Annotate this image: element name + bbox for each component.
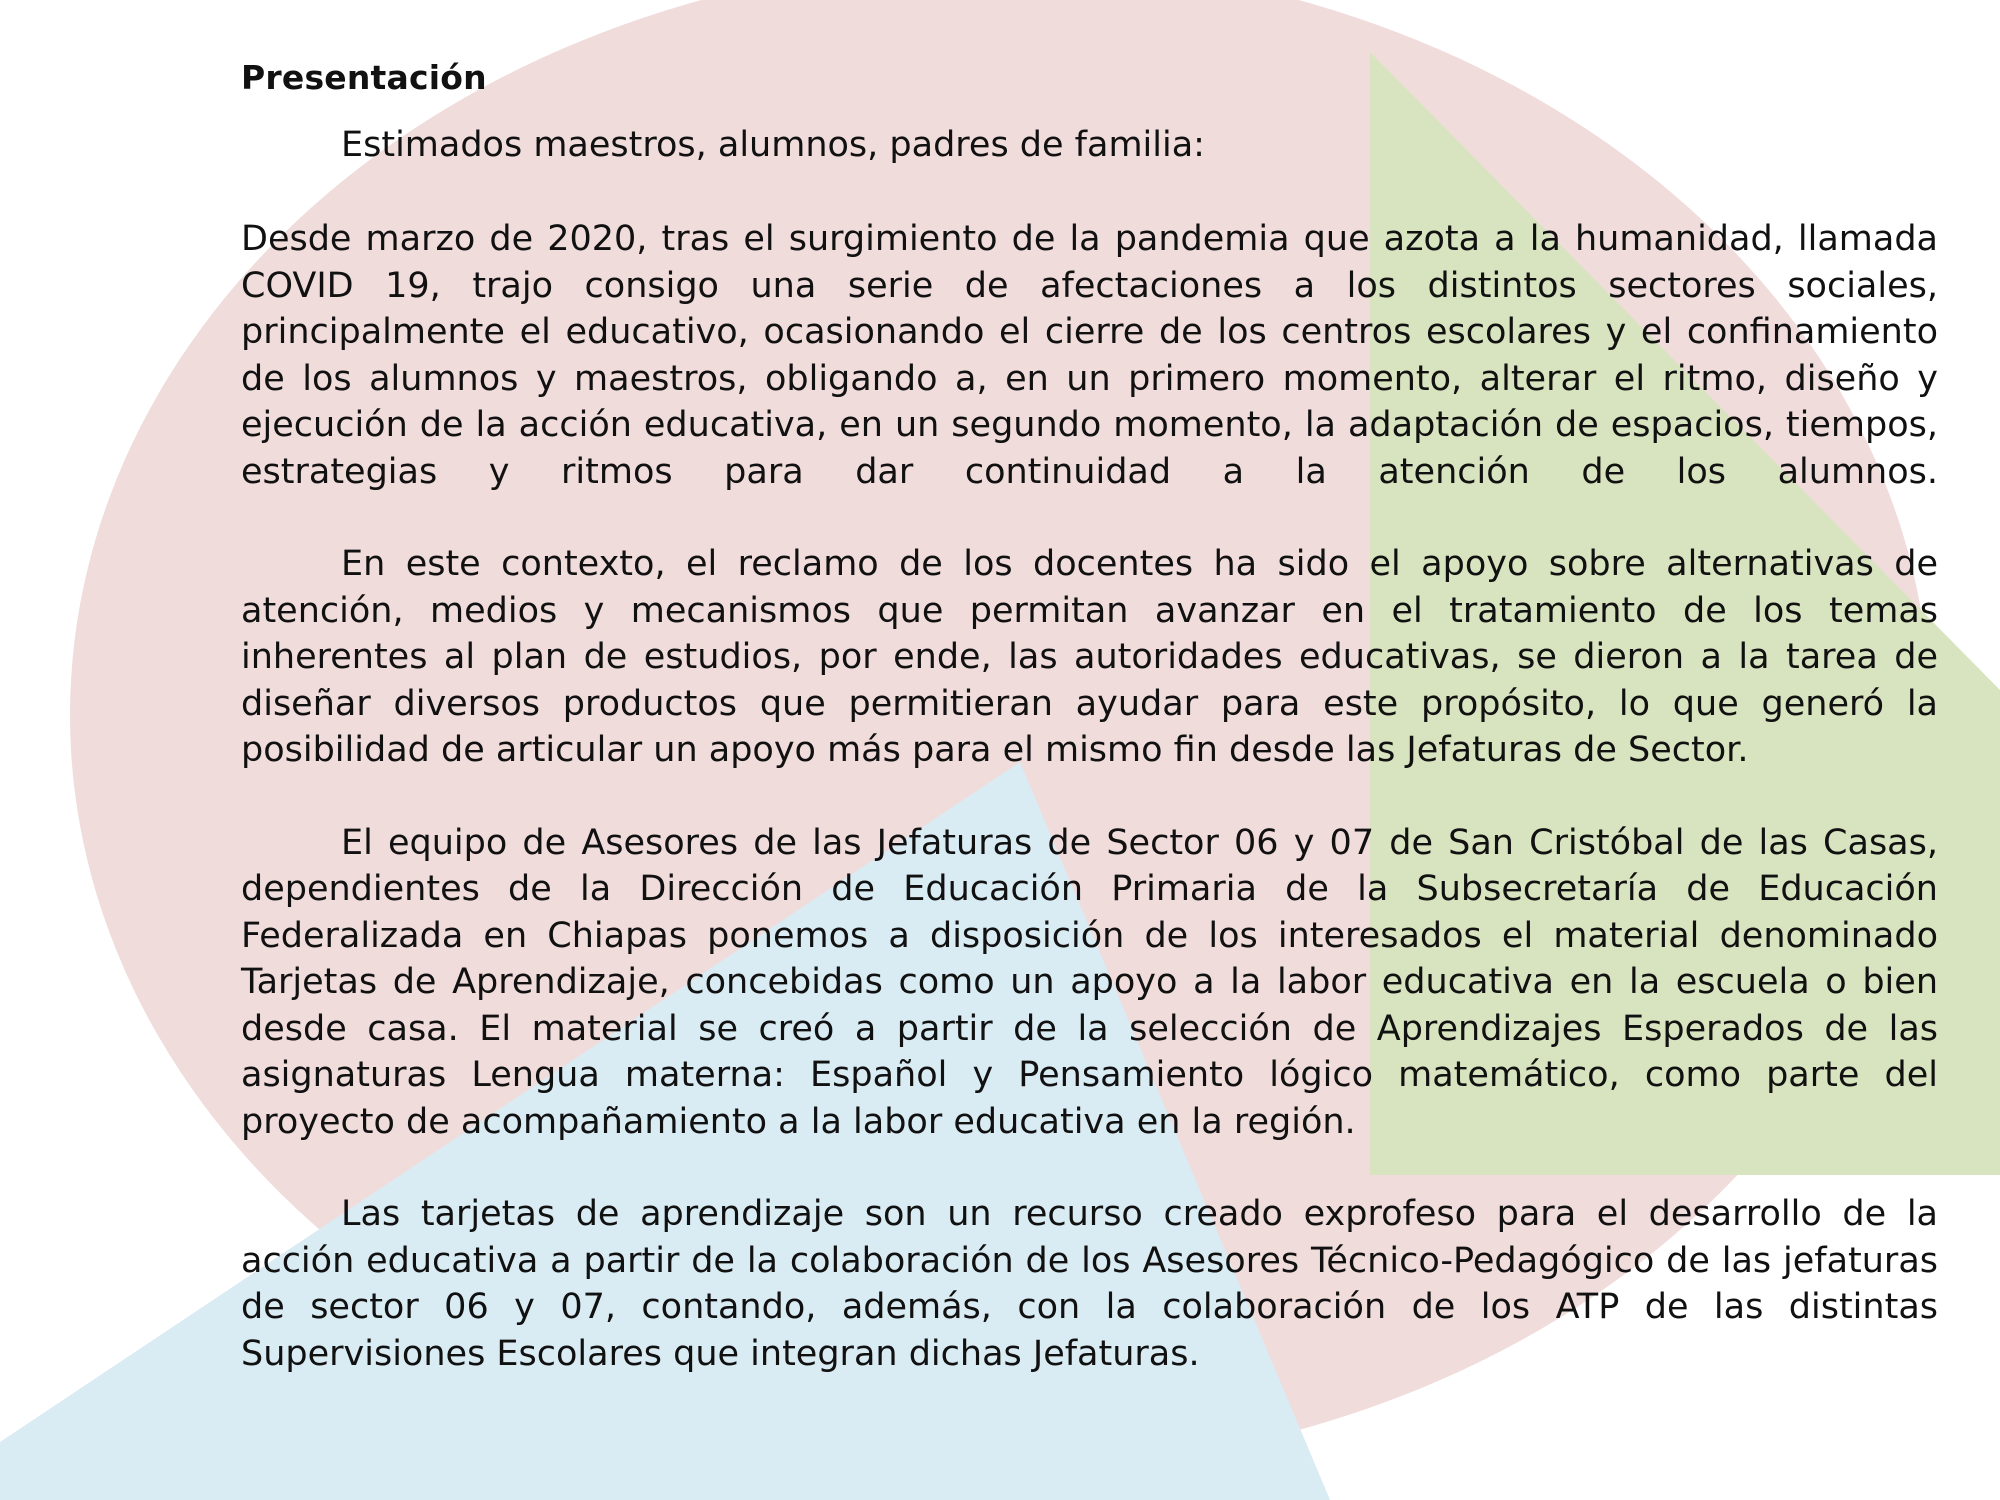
paragraph-1: Desde marzo de 2020, tras el surgimiento de la pandemia que azota a la humanidad, llamada COVID 19, trajo consigo una serie de afectaciones a los distintos sectores sociales, principalmente el educativo, ocasionando el cierre de los centros escolares y el confinamiento de los alumnos y maestros, obligando a, en un primero momento, alterar el ritmo, diseño y ejecución de la acción educativa, en un segundo momento, la adaptación de espacios, tiempos, estrategias y ritmos para dar continuidad a la atención de los alumnos. <box>241 219 1938 492</box>
paragraph-3: El equipo de Asesores de las Jefaturas de Sector 06 y 07 de San Cristóbal de las Casas, dependientes de la Dirección de Educación Primaria de la Subsecretaría de Educación Federalizada en Chiapas ponemos a disposición de los interesados el material denominado Tarjetas de Aprendizaje, concebidas como un apoyo a la labor educativa en la escuela o bien desde casa. El material se creó a partir de la selección de Aprendizajes Esperados de las asignaturas Lengua materna: Español y Pensamiento lógico matemático, como parte del proyecto de acompañamiento a la labor educativa en la región. <box>241 822 1938 1142</box>
paragraph-4: Las tarjetas de aprendizaje son un recurso creado exprofeso para el desarrollo de la acción educativa a partir de la colaboración de los Asesores Técnico-Pedagógico de las jefaturas de sector 06 y 07, contando, además, con la colaboración de los ATP de las distintas Supervisiones Escolares que integran dichas Jefaturas. <box>241 1194 1938 1374</box>
salutation: Estimados maestros, alumnos, padres de familia: <box>341 125 1205 165</box>
paragraph-2: En este contexto, el reclamo de los docentes ha sido el apoyo sobre alternativas de atención, medios y mecanismos que permitan avanzar en el tratamiento de los temas inherentes al plan de estudios, por ende, las autoridades educativas, se dieron a la tarea de diseñar diversos productos que permitieran ayudar para este propósito, lo que generó la posibilidad de articular un apoyo más para el mismo fin desde las Jefaturas de Sector. <box>241 544 1938 770</box>
document-body <box>241 56 1938 1423</box>
document-title: Presentación <box>241 58 487 97</box>
